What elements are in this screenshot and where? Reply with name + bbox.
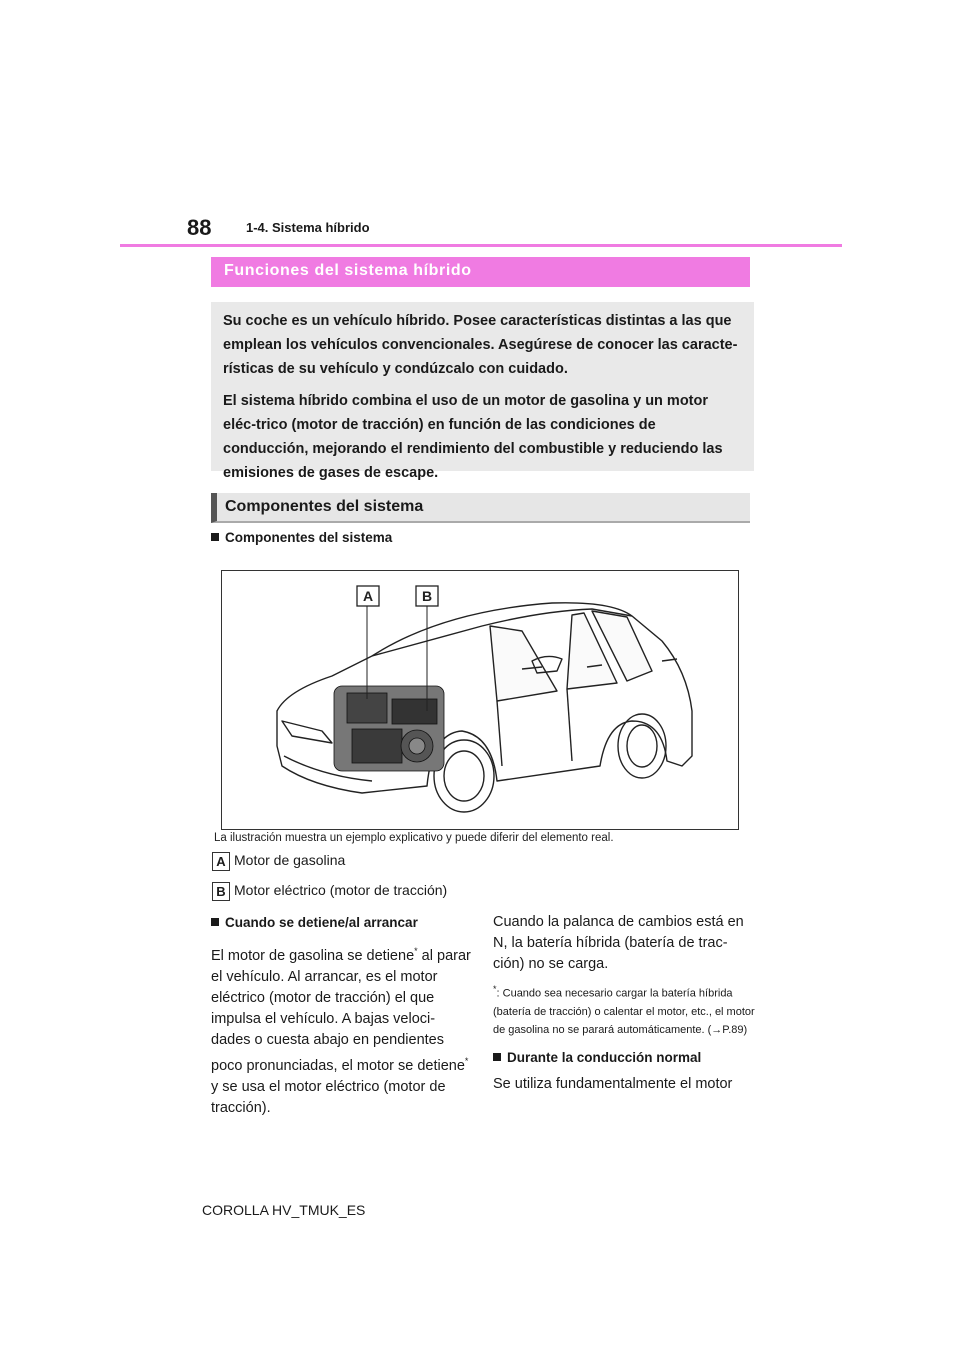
right-column <box>493 912 755 1095</box>
legend-key-a: A <box>212 852 230 871</box>
stopping-heading <box>211 912 473 933</box>
car-illustration <box>221 570 739 830</box>
section-banner-componentes: Componentes del sistema <box>211 493 750 523</box>
stopping-text-2: al parar el vehículo. Al arrancar, es el motor eléctrico (motor de tracción) el que impulsa el vehículo. A bajas veloci-dades o cuesta abajo en pendientes poco pronunciadas, el motor se detiene <box>211 947 471 1074</box>
bullet-square-icon <box>211 533 219 541</box>
footnote-marker: * <box>414 946 418 956</box>
legend-item-a <box>212 852 345 871</box>
legend-text-b: Motor eléctrico (motor de tracción) <box>234 882 448 899</box>
bullet-square-icon <box>211 918 219 926</box>
driving-paragraph: Se utiliza fundamentalmente el motor <box>493 1075 733 1092</box>
footnote-marker: * <box>493 984 497 994</box>
stopping-heading-text: Cuando se detiene/al arrancar <box>225 915 418 930</box>
driving-heading <box>493 1047 755 1068</box>
callout-b: B <box>422 588 433 604</box>
section-header: 1-4. Sistema híbrido <box>246 220 370 235</box>
intro-paragraph-1: Su coche es un vehículo híbrido. Posee características distintas a las que emplean los vehículos convencionales. Asegúrese de conocer las caracte-rísticas de su vehículo y condúzcalo con cuidado. <box>223 313 738 377</box>
stopping-text-1: El motor de gasolina se detiene <box>211 947 415 964</box>
callout-a: A <box>363 588 374 604</box>
legend-text-a: Motor de gasolina <box>234 852 346 869</box>
neutral-paragraph: Cuando la palanca de cambios está en N, la batería híbrida (batería de trac-ción) no se carga. <box>493 914 744 972</box>
stopping-paragraph <box>211 941 473 1119</box>
left-column <box>211 912 473 1119</box>
intro-paragraph-2: El sistema híbrido combina el uso de un motor de gasolina y un motor eléc-trico (motor de tracción) en función de las condiciones de conducción, mejorando el rendimiento del combustible y reduciendo las emisiones de gases de escape. <box>223 393 723 481</box>
car-drawing <box>222 571 738 829</box>
illustration-caption: La ilustración muestra un ejemplo explicativo y puede diferir del elemento real. <box>214 832 614 844</box>
components-heading-text: Componentes del sistema <box>225 530 393 545</box>
footer-model-code: COROLLA HV_TMUK_ES <box>202 1202 366 1218</box>
intro-box <box>211 302 754 481</box>
footnote <box>493 980 755 1039</box>
components-heading <box>211 530 392 545</box>
header-rule <box>120 244 842 247</box>
legend-key-b: B <box>212 882 230 901</box>
section-banner-funciones: Funciones del sistema híbrido <box>211 257 750 287</box>
legend-item-b <box>212 882 447 901</box>
stopping-text-3: y se usa el motor eléctrico (motor de tracción). <box>211 1078 446 1116</box>
bullet-square-icon <box>493 1053 501 1061</box>
page-number: 88 <box>187 215 212 240</box>
footnote-marker: * <box>464 1055 469 1066</box>
driving-heading-text: Durante la conducción normal <box>507 1049 702 1065</box>
footnote-text: : Cuando sea necesario cargar la batería híbrida (batería de tracción) o calentar el motor, etc., el motor de gasolina no se parará automáticamente. (→P.89) <box>493 987 755 1036</box>
